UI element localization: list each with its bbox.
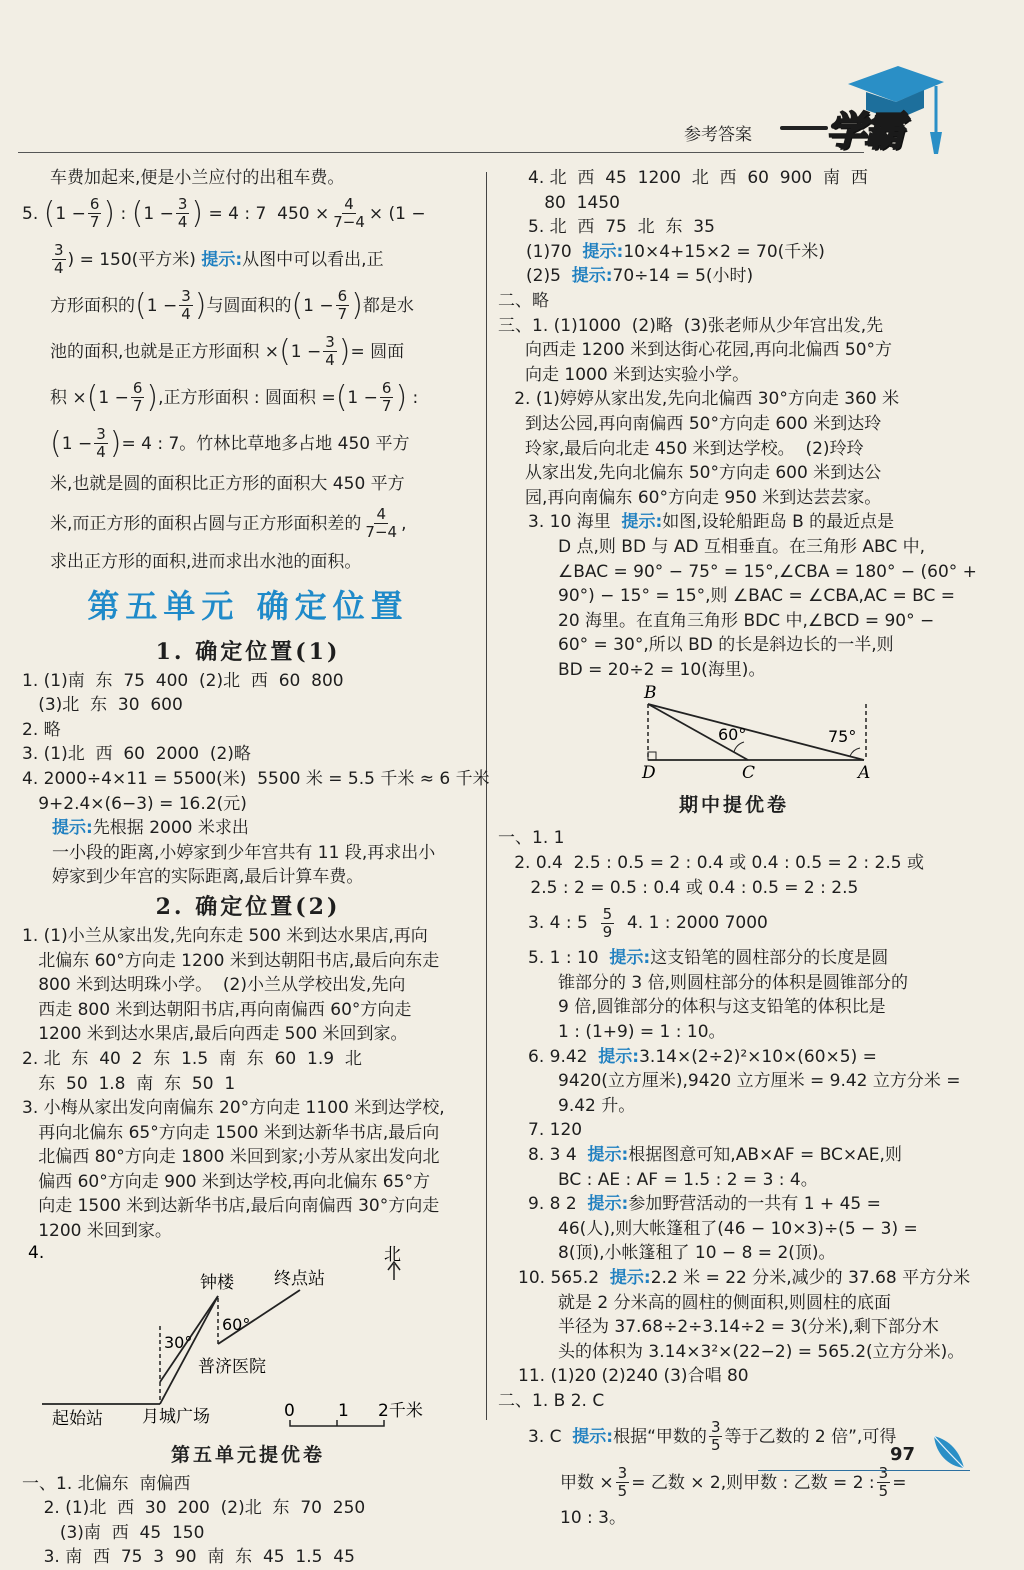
text-line: 提示:先根据 2000 米求出 <box>52 818 249 839</box>
page-number: 97 <box>890 1444 916 1465</box>
text-line: 二、1. B 2. C <box>498 1390 605 1411</box>
text-line: 90°) − 15° = 15°,则 ∠BAC = ∠CBA,AC = BC = <box>558 586 956 607</box>
text-line: 1200 米回到家。 <box>22 1221 172 1242</box>
text-line: 2. (1)北 西 30 200 (2)北 东 70 250 <box>22 1498 366 1519</box>
plaza-label: 月城广场 <box>142 1406 210 1427</box>
text-line: 3. 4 : 5 $\frac{5}{9}$ 4. 1 : 2000 7000 <box>528 904 768 941</box>
header-label: 参考答案 <box>684 125 752 145</box>
route-map-figure <box>22 1244 474 1434</box>
text-line: 9.42 升。 <box>558 1095 636 1116</box>
answers-block <box>498 1168 970 1193</box>
scale-label: 1 <box>338 1400 349 1421</box>
text-line: 2. 北 东 40 2 东 1.5 南 东 60 1.9 北 <box>22 1048 362 1069</box>
brand-logo: 学霸 <box>826 109 902 155</box>
text-line: 4. 2000÷4×11 = 5500(米) 5500 米 = 5.5 千米 ≈ 6 千米 <box>22 768 490 789</box>
text-line: 方形面积的(1 − $\frac{3}{4}$ )与圆面积的(1 − $\frac{6}{7}$ )都是水 <box>50 286 414 324</box>
text-line: 3. C 提示:根据“甲数的 $\frac{3}{5}$ 等于乙数的 2 倍”,可得 <box>528 1417 897 1455</box>
text-line: 2. 0.4 2.5 : 0.5 = 2 : 0.4 或 0.4 : 0.5 = 2 : 2.5 或 <box>498 853 924 874</box>
text-line: (3)北 东 30 600 <box>22 695 183 716</box>
answers-block <box>498 1291 970 1365</box>
answers-block <box>498 1217 970 1266</box>
text-line: 米,也就是圆的面积比正方形的面积大 450 平方 <box>50 473 405 494</box>
text-line: 3. 10 海里 提示:如图,设轮船距岛 B 的最近点是 <box>528 512 895 533</box>
right-column <box>498 166 977 1530</box>
section-2-answers <box>22 924 474 1244</box>
text-line: 婷家到少年宫的实际距离,最后计算车费。 <box>52 867 364 888</box>
text-line: 8(顶),小帐篷租了 10 − 8 = 2(顶)。 <box>558 1243 836 1264</box>
text-line: 60° = 30°,所以 BD 的长是斜边长的一半,则 <box>558 635 894 656</box>
text-line: 车费加起来,便是小兰应付的出租车费。 <box>50 168 345 188</box>
section-title: 2. 确定位置(2) <box>155 893 341 920</box>
header-rule <box>18 152 864 153</box>
triangle-figure <box>498 682 970 782</box>
answers-block <box>498 971 970 1045</box>
text-line: 北偏西 80°方向走 1800 米回到家;小芳从家出发向北 <box>22 1147 440 1168</box>
text-line: 三、1. (1)1000 (2)略 (3)张老师从少年宫出发,先 <box>498 315 884 336</box>
fraction: $\frac{3}{4}$ <box>54 240 64 278</box>
column-divider <box>486 172 487 1420</box>
fraction: $\frac{6}{7}$ <box>89 194 100 232</box>
answers-block <box>498 166 970 240</box>
section-1-hint-text <box>22 841 474 890</box>
text-line: 就是 2 分米高的圆柱的侧面积,则圆柱的底面 <box>558 1292 892 1313</box>
text-line: 80 1450 <box>528 192 620 213</box>
text-line: 米,而正方形的面积占圆与正方形面积差的 $\frac{4}{7-4}$ , <box>50 504 407 542</box>
text-line: 积 ×(1 − $\frac{6}{7}$ ),正方形面积 : 圆面积 =(1 − $\frac{6}{7}$ ) : <box>50 378 419 416</box>
text-line: 求出正方形的面积,进而求出水池的面积。 <box>50 551 362 572</box>
leaf-icon <box>930 1432 970 1472</box>
text-line: 再向北偏东 65°方向走 1500 米到达新华书店,最后向 <box>22 1122 440 1143</box>
fraction: $\frac{3}{4}$ <box>177 194 188 232</box>
point-label: D <box>642 763 656 783</box>
text-line: 池的面积,也就是正方形面积 ×(1 − $\frac{3}{4}$ )= 圆面 <box>50 332 405 370</box>
bell-tower-label: 钟楼 <box>200 1272 234 1293</box>
text-line: 甲数 × $\frac{3}{5}$ = 乙数 × 2,则甲数 : 乙数 = 2 : $\frac{3}{5}$ = <box>560 1463 907 1501</box>
section-title: 第五单元提优卷 <box>170 1443 325 1466</box>
text-line: 一小段的距离,小婷家到少年宫共有 11 段,再求出小 <box>52 842 436 863</box>
text-line: 10 : 3。 <box>560 1507 626 1528</box>
section-title: 期中提优卷 <box>678 794 789 817</box>
text-line: 11. (1)20 (2)240 (3)合唱 80 <box>518 1366 749 1387</box>
text-line: 9 倍,圆锥部分的体积与这支铅笔的体积比是 <box>558 997 886 1018</box>
angle-label: 30° <box>164 1332 193 1352</box>
text-line: ∠BAC = 90° − 75° = 15°,∠CBA = 180° − (60° + <box>558 561 977 582</box>
section-1-answers <box>22 669 490 817</box>
point-label: C <box>742 763 756 783</box>
unit-title: 第五单元 确定位置 <box>87 586 409 625</box>
answers-block <box>498 289 970 510</box>
text-line: 二、略 <box>498 290 549 311</box>
hospital-label: 普济医院 <box>198 1356 266 1377</box>
terminal-label: 终点站 <box>274 1268 325 1289</box>
text-line: 向西走 1200 米到达街心花园,再向北偏西 50°方 <box>498 340 893 361</box>
text-line: 头的体积为 3.14×3²×(22−2) = 565.2(立方分米)。 <box>558 1341 965 1362</box>
left-column <box>22 166 490 1570</box>
text-line: 9420(立方厘米),9420 立方厘米 = 9.42 立方分米 = <box>558 1071 961 1092</box>
text-line: 3. 南 西 75 3 90 南 东 45 1.5 45 <box>22 1547 355 1568</box>
text-line: (3)南 西 45 150 <box>22 1522 205 1543</box>
text-line: 北偏东 60°方向走 1200 米到达朝阳书店,最后向东走 <box>22 950 440 971</box>
text-line: 9. 8 2 提示:参加野营活动的一共有 1 + 45 = <box>528 1194 881 1215</box>
text-line: 9+2.4×(6−3) = 16.2(元) <box>22 793 247 814</box>
text-line: 东 50 1.8 南 东 50 1 <box>22 1073 236 1094</box>
text-line: 20 海里。在直角三角形 BDC 中,∠BCD = 90° − <box>558 610 935 631</box>
text-line: 1. (1)小兰从家出发,先向东走 500 米到达水果店,再向 <box>22 925 428 946</box>
text-line: 半径为 37.68÷2÷3.14÷2 = 3(分米),剩下部分木 <box>558 1317 939 1338</box>
hint-label: 提示: <box>201 249 243 270</box>
angle-label: 75° <box>828 727 857 747</box>
text-line: 锥部分的 3 倍,则圆柱部分的体积是圆锥部分的 <box>558 972 909 993</box>
text-line: 4. 北 西 45 1200 北 西 60 900 南 西 <box>528 168 868 188</box>
answers-block <box>498 826 970 900</box>
text-line: 3. (1)北 西 60 2000 (2)略 <box>22 744 251 765</box>
north-label: 北 <box>384 1244 401 1265</box>
text-line: 2. 略 <box>22 719 61 740</box>
text-line: 8. 3 4 提示:根据图意可知,AB×AF = BC×AE,则 <box>528 1145 902 1165</box>
text-line: 向走 1000 米到达实验小学。 <box>498 364 750 385</box>
text-line: BC : AE : AF = 1.5 : 2 = 3 : 4。 <box>558 1169 818 1190</box>
text-line: 2.5 : 2 = 0.5 : 0.4 或 0.4 : 0.5 = 2 : 2.5 <box>498 877 859 898</box>
text-line: 6. 9.42 提示:3.14×(2÷2)²×10×(60×5) = <box>528 1046 877 1067</box>
text-line: 从家出发,先向北偏东 50°方向走 600 米到达公 <box>498 463 882 484</box>
section-title: 1. 确定位置(1) <box>155 638 341 665</box>
start-station-label: 起始站 <box>52 1408 103 1429</box>
paren: ( <box>43 195 56 231</box>
text-line: 偏西 60°方向走 900 米到达学校,再向北偏东 65°方 <box>22 1171 430 1192</box>
text-line: 一、1. 北偏东 南偏西 <box>22 1473 191 1494</box>
text-line: 园,再向南偏东 60°方向走 950 米到达芸芸家。 <box>498 487 882 508</box>
angle-label: 60° <box>718 725 747 745</box>
point-label: A <box>858 763 871 783</box>
text-line: 1200 米到达水果店,最后向西走 500 米回到家。 <box>22 1024 408 1045</box>
text-line: BD = 20÷2 = 10(海里)。 <box>558 659 766 680</box>
text-line: 10. 565.2 提示:2.2 米 = 22 分米,减少的 37.68 平方分米 <box>518 1267 971 1288</box>
header-dash <box>780 126 828 130</box>
answers-block <box>498 1069 970 1118</box>
fraction: $\frac{4}{7-4}$ <box>333 194 365 232</box>
text-line: D 点,则 BD 与 AD 互相垂直。在三角形 ABC 中, <box>558 536 926 557</box>
text-line: (1 − $\frac{3}{4}$ )= 4 : 7。竹林比草地多占地 450 平方 <box>50 424 410 462</box>
text-line: 1 : (1+9) = 1 : 10。 <box>558 1022 726 1043</box>
text-line: 到达公园,再向南偏西 50°方向走 600 米到达玲 <box>498 413 882 434</box>
angle-label: 60° <box>222 1314 251 1334</box>
item-number: 5. <box>22 203 39 224</box>
answer-5-line1: 5. (1 − $\frac{6}{7}$ ) : (1 − $\frac{3}{4}$ ) = 4 : 7 450 × $\frac{4}{7-4}$ × (1 − <box>22 194 426 232</box>
text-line: (1)70 提示:10×4+15×2 = 70(千米) <box>526 241 825 262</box>
text-line: 玲家,最后向北走 450 米到达学校。 (2)玲玲 <box>498 438 864 459</box>
unit-5-test-answers <box>22 1472 474 1570</box>
text-line: 西走 800 米到达朝阳书店,再向南偏西 60°方向走 <box>22 999 412 1020</box>
text-line: 一、1. 1 <box>498 828 565 849</box>
scale-label: 0 <box>284 1400 295 1421</box>
text-line: 5. 1 : 10 提示:这支铅笔的圆柱部分的长度是圆 <box>528 948 889 969</box>
point-label: B <box>644 683 657 704</box>
answer-5-line2: $\frac{3}{4}$ ) = 150(平方米) 提示:从图中可以看出,正 <box>54 240 384 278</box>
scale-label: 2千米 <box>378 1400 423 1421</box>
item-number: 4. <box>28 1243 45 1263</box>
answers-block <box>498 535 977 683</box>
text-line: 1. (1)南 东 75 400 (2)北 西 60 800 <box>22 670 344 691</box>
text-line: 800 米到达明珠小学。 (2)小兰从学校出发,先向 <box>22 975 406 996</box>
text-line: 46(人),则大帐篷租了(46 − 10×3)÷(5 − 3) = <box>558 1218 918 1239</box>
text-line: 2. (1)婷婷从家出发,先向北偏西 30°方向走 360 米 <box>498 389 900 410</box>
text-line: (2)5 提示:70÷14 = 5(小时) <box>526 266 754 287</box>
text-line: 3. 小梅从家出发向南偏东 20°方向走 1100 米到达学校, <box>22 1098 445 1119</box>
text-line: 向走 1500 米到达新华书店,最后向南偏西 30°方向走 <box>22 1196 440 1217</box>
text-line: 5. 北 西 75 北 东 35 <box>528 217 715 238</box>
text-line: 7. 120 <box>528 1120 583 1141</box>
